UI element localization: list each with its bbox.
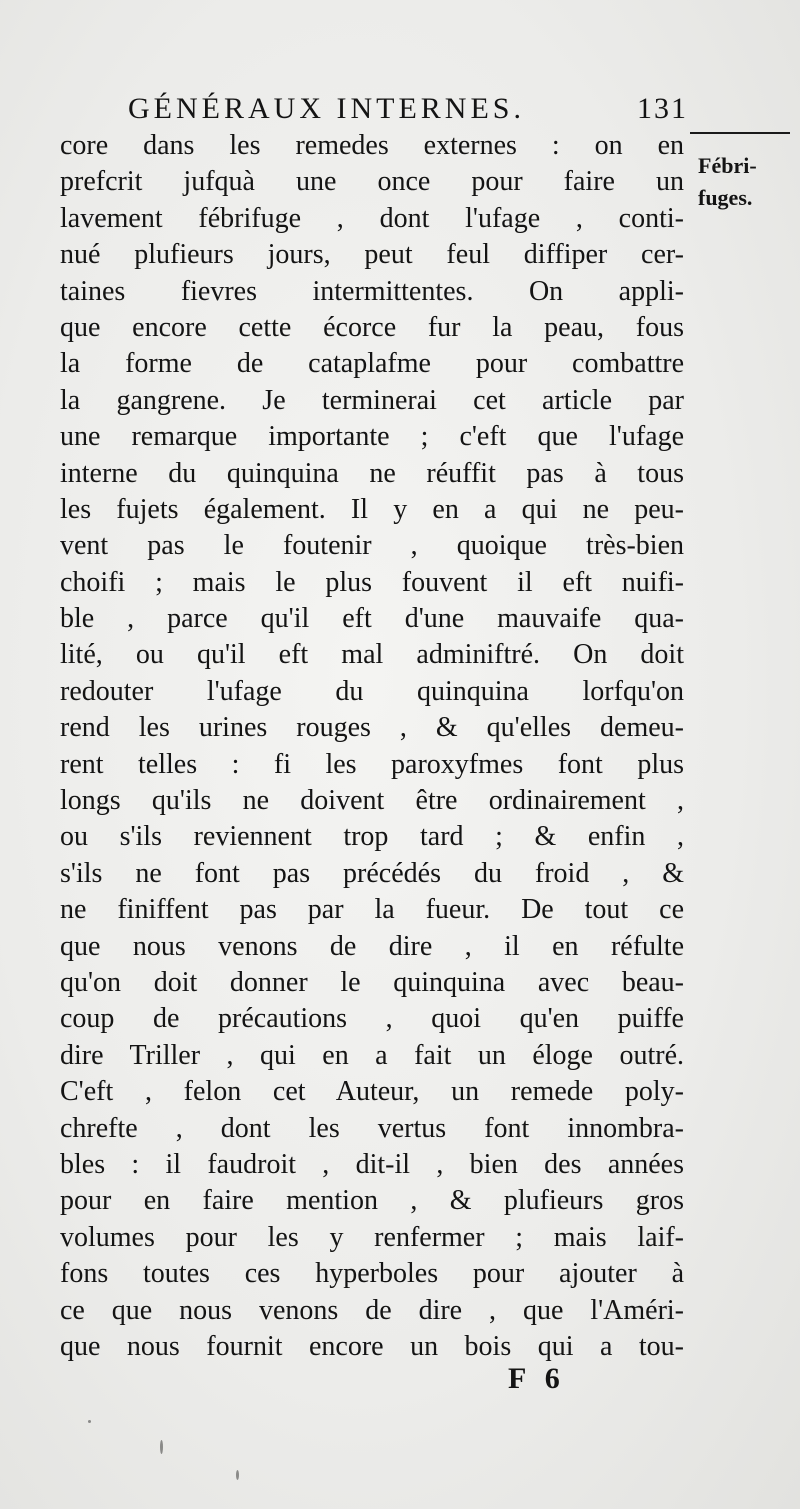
text-line: rend les urines rouges , & qu'elles demeu- [60, 712, 684, 744]
text-line: rent telles : fi les paroxyfmes font plus [60, 748, 684, 780]
margin-note-line: Fébri- [698, 153, 757, 178]
text-line: que nous venons de dire , il en réfulte [60, 930, 684, 962]
text-line: taines fievres intermittentes. On appli- [60, 275, 684, 307]
text-line: C'eft , felon cet Auteur, un remede poly- [60, 1076, 684, 1108]
text-line: ne finiffent pas par la fueur. De tout ce [60, 894, 684, 926]
text-line: bles : il faudroit , dit-il , bien des années [60, 1148, 684, 1180]
text-line: coup de précautions , quoi qu'en puiffe [60, 1003, 684, 1035]
text-line: pour en faire mention , & plufieurs gros [60, 1185, 684, 1217]
text-line: volumes pour les y renfermer ; mais laif- [60, 1221, 684, 1253]
text-line: qu'on doit donner le quinquina avec beau- [60, 966, 684, 998]
text-line: interne du quinquina ne réuffit pas à tous [60, 457, 684, 489]
margin-note [698, 150, 788, 214]
page-number: 131 [637, 92, 688, 125]
text-line: longs qu'ils ne doivent être ordinairement , [60, 785, 684, 817]
text-line: lavement fébrifuge , dont l'ufage , conti- [60, 202, 684, 234]
text-line: chrefte , dont les vertus font innombra- [60, 1112, 684, 1144]
text-line: s'ils ne font pas précédés du froid , & [60, 857, 684, 889]
margin-rule [690, 132, 790, 134]
text-line: nué plufieurs jours, peut feul diffiper cer- [60, 239, 684, 271]
text-line: la gangrene. Je terminerai cet article par [60, 384, 684, 416]
body-text [60, 128, 684, 1365]
text-line: une remarque importante ; c'eft que l'ufage [60, 421, 684, 453]
running-title: GÉNÉRAUX INTERNES. [128, 92, 525, 125]
margin-note-line: fuges. [698, 185, 753, 210]
text-line: dire Triller , qui en a fait un éloge outré. [60, 1039, 684, 1071]
text-line: les fujets également. Il y en a qui ne peu- [60, 493, 684, 525]
text-line: que nous fournit encore un bois qui a tou- [60, 1330, 684, 1362]
text-line: lité, ou qu'il eft mal adminiftré. On doit [60, 639, 684, 671]
paper-speck [160, 1440, 163, 1454]
signature-mark: F 6 [508, 1362, 566, 1395]
paper-speck [236, 1470, 239, 1480]
running-head [128, 92, 688, 132]
text-line: prefcrit jufquà une once pour faire un [60, 166, 684, 198]
text-line: redouter l'ufage du quinquina lorfqu'on [60, 675, 684, 707]
text-line: la forme de cataplafme pour combattre [60, 348, 684, 380]
text-line: ce que nous venons de dire , que l'Améri- [60, 1294, 684, 1326]
text-line: fons toutes ces hyperboles pour ajouter à [60, 1258, 684, 1290]
text-line: ou s'ils reviennent trop tard ; & enfin , [60, 821, 684, 853]
text-line: core dans les remedes externes : on en [60, 130, 684, 161]
text-line: ble , parce qu'il eft d'une mauvaife qua- [60, 603, 684, 635]
text-line: choifi ; mais le plus fouvent il eft nuifi- [60, 566, 684, 598]
paper-speck [88, 1420, 91, 1423]
text-line: vent pas le foutenir , quoique très-bien [60, 530, 684, 562]
text-line: que encore cette écorce fur la peau, fous [60, 311, 684, 343]
